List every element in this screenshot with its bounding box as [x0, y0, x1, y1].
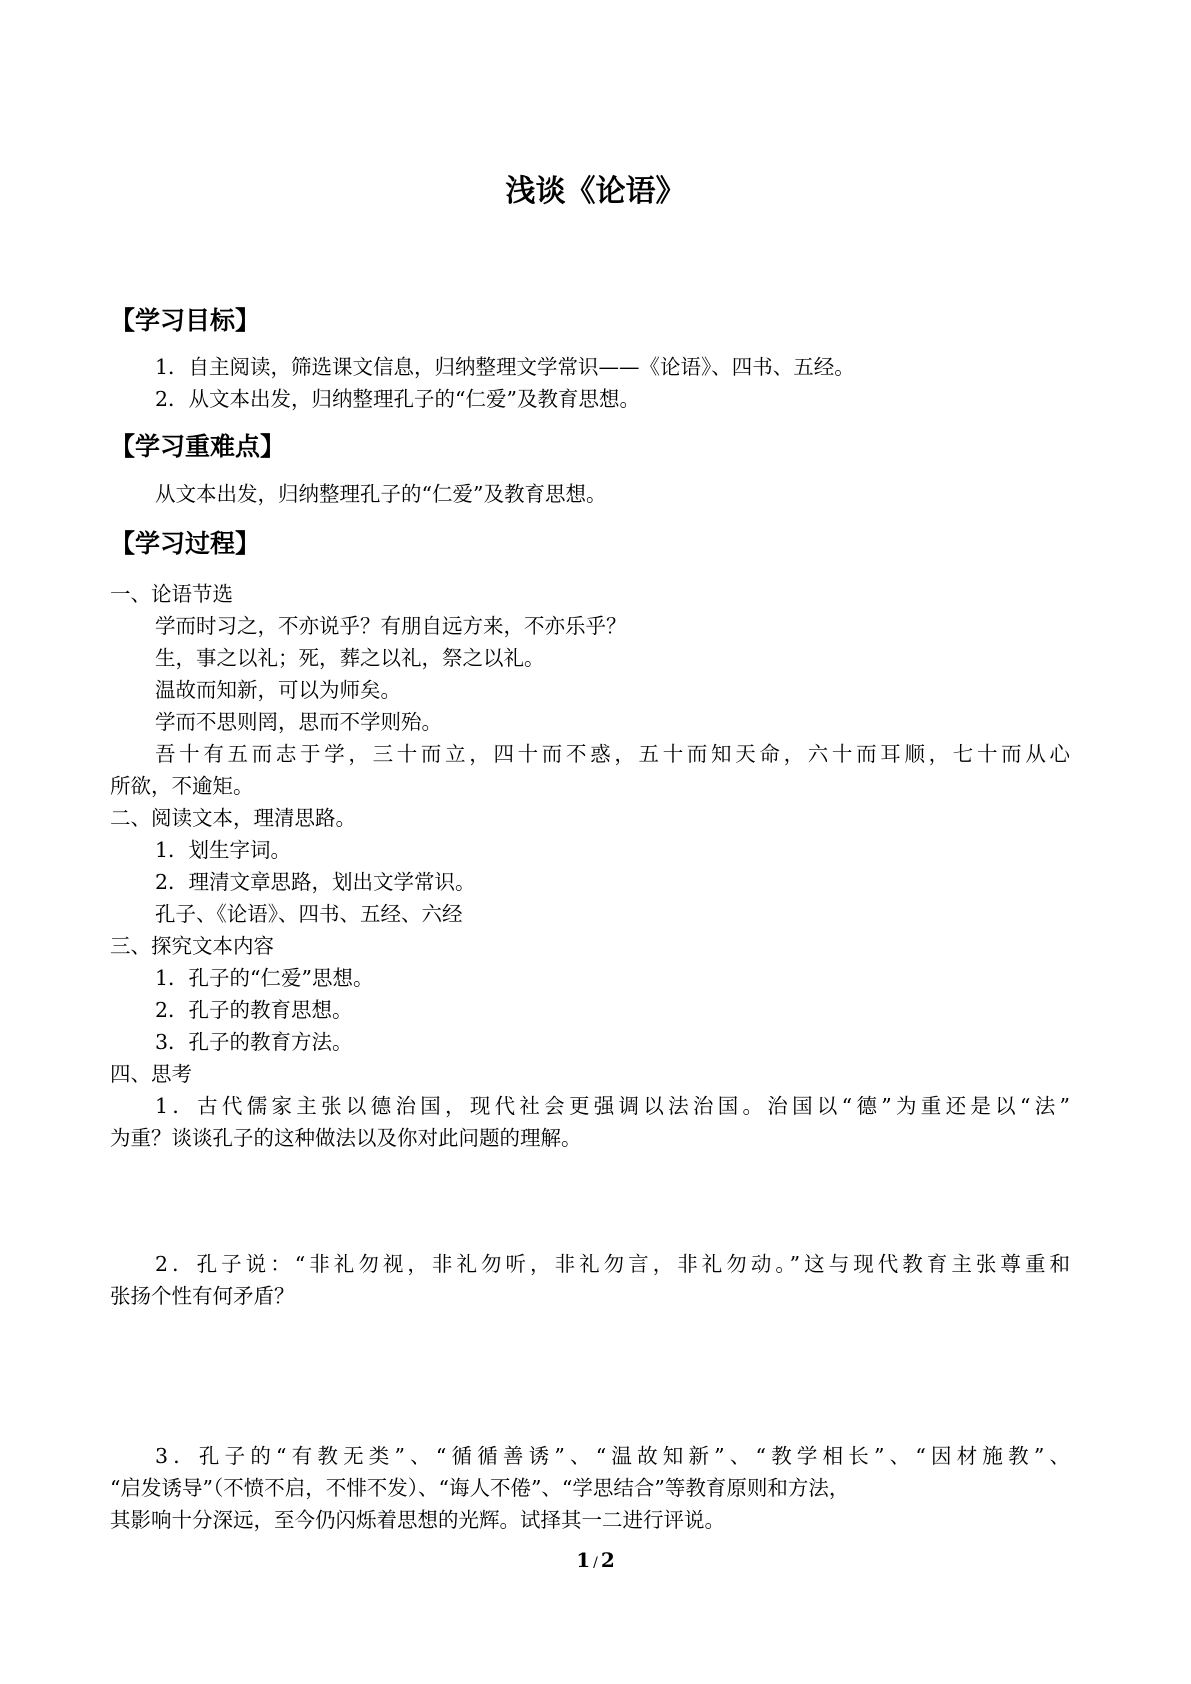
page-number	[0, 1546, 1191, 1577]
quote-line: 温故而知新，可以为师矣。	[155, 678, 401, 702]
process-heading: 【学习过程】	[110, 529, 261, 558]
list-item: 孔子、《论语》、四书、五经、六经	[155, 902, 463, 926]
question-line: 为重？谈谈孔子的这种做法以及你对此问题的理解。	[110, 1126, 582, 1150]
question-line: 1．古代儒家主张以德治国，现代社会更强调以法治国。治国以“德”为重还是以“法”	[155, 1094, 1070, 1118]
question-line: 张扬个性有何矛盾？	[110, 1284, 295, 1308]
key-points-text: 从文本出发，归纳整理孔子的“仁爱”及教育思想。	[155, 482, 607, 506]
section-title: 三、探究文本内容	[110, 934, 274, 958]
question-line: 2．孔子说：“非礼勿视，非礼勿听，非礼勿言，非礼勿动。”这与现代教育主张尊重和	[155, 1252, 1070, 1276]
section-title: 二、阅读文本，理清思路。	[110, 806, 356, 830]
objective-item: 1．自主阅读，筛选课文信息，归纳整理文学常识——《论语》、四书、五经。	[155, 355, 855, 379]
list-item: 3．孔子的教育方法。	[155, 1030, 353, 1054]
page-separator: /	[593, 1555, 598, 1571]
page-title: 浅谈《论语》	[505, 174, 686, 209]
list-item: 2．理清文章思路，划出文学常识。	[155, 870, 476, 894]
quote-line: 学而不思则罔，思而不学则殆。	[155, 710, 442, 734]
quote-line: 生，事之以礼；死，葬之以礼，祭之以礼。	[155, 646, 545, 670]
quote-line: 吾十有五而志于学，三十而立，四十而不惑，五十而知天命，六十而耳顺，七十而从心	[155, 742, 1070, 766]
question-line: 其影响十分深远，至今仍闪烁着思想的光辉。试择其一二进行评说。	[110, 1508, 725, 1532]
list-item: 1．孔子的“仁爱”思想。	[155, 966, 374, 990]
question-line: “启发诱导”（不愤不启，不悱不发）、“诲人不倦”、“学思结合”等教育原则和方法，	[110, 1476, 850, 1500]
key-points-heading: 【学习重难点】	[110, 432, 286, 461]
list-item: 2．孔子的教育思想。	[155, 998, 353, 1022]
quote-line: 所欲，不逾矩。	[110, 774, 254, 798]
question-line: 3．孔子的“有教无类”、“循循善诱”、“温故知新”、“教学相长”、“因材施教”、	[155, 1444, 1070, 1468]
quote-line: 学而时习之，不亦说乎？有朋自远方来，不亦乐乎？	[155, 614, 627, 638]
objectives-heading: 【学习目标】	[110, 306, 261, 335]
total-pages: 2	[600, 1548, 615, 1572]
section-title: 四、思考	[110, 1062, 192, 1086]
section-title: 一、论语节选	[110, 582, 233, 606]
current-page: 1	[576, 1548, 591, 1572]
objective-item: 2．从文本出发，归纳整理孔子的“仁爱”及教育思想。	[155, 387, 641, 411]
list-item: 1．划生字词。	[155, 838, 292, 862]
